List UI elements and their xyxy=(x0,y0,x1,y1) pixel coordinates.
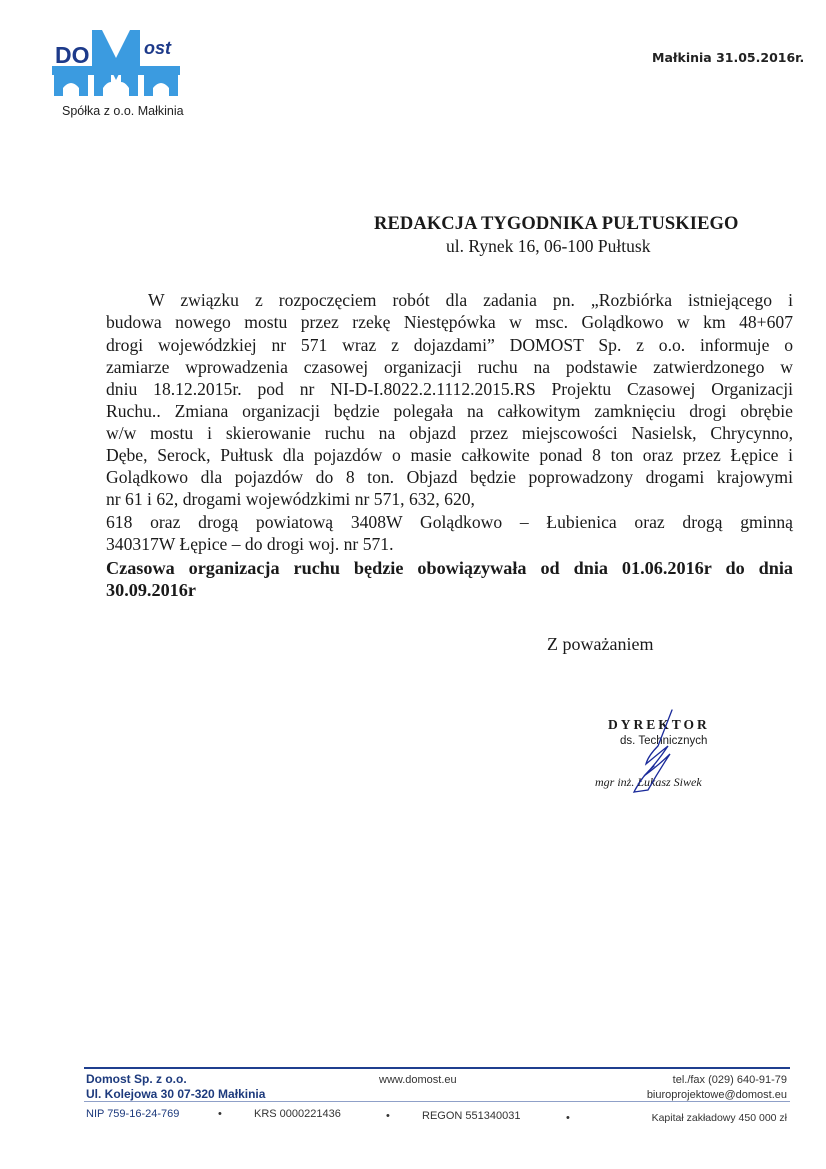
footer-email[interactable]: biuroprojektowe@domost.eu xyxy=(646,1089,787,1101)
body-bold-line: Czasowa organizacja ruchu będzie obowiązywała od dnia 01.06.2016r do dnia xyxy=(106,558,793,578)
logo-text-do: DO xyxy=(55,42,90,68)
signature-title: DYREKTOR xyxy=(608,717,710,732)
footer-regon: REGON 551340031 xyxy=(422,1110,521,1122)
footer-divider-top xyxy=(84,1067,790,1069)
signature-department: ds. Technicznych xyxy=(620,735,708,747)
body-line: zamiarze wprowadzenia czasowej organizacji ruchu na podstawie zatwierdzonego w xyxy=(106,357,793,377)
body-bold-line: 30.09.2016r xyxy=(106,580,196,600)
body-line: Golądkowo dla pojazdów do 8 ton. Objazd będzie poprowadzony drogami krajowymi xyxy=(106,467,793,487)
body-line: drogi wojewódzkiej nr 571 wraz z dojazdami” DOMOST Sp. z o.o. informuje o xyxy=(106,335,793,355)
footer-divider-bottom xyxy=(84,1101,790,1102)
footer-separator: • xyxy=(218,1108,222,1120)
body-line: 618 oraz drogą powiatową 3408W Golądkowo – Łubienica oraz drogą gminną xyxy=(106,512,793,532)
footer-krs: KRS 0000221436 xyxy=(254,1108,341,1120)
logo-bridge-graphic xyxy=(52,26,192,96)
footer-nip: NIP 759-16-24-769 xyxy=(86,1108,180,1120)
company-logo xyxy=(52,26,192,96)
body-line: nr 61 i 62, drogami wojewódzkimi nr 571, 632, 620, xyxy=(106,489,475,509)
logo-text-ost: ost xyxy=(144,38,171,58)
letter-date: Małkinia 31.05.2016r. xyxy=(652,50,805,65)
body-line: w/w mostu i skierowanie ruchu na objazd przez miejscowości Nasielsk, Chrycynno, xyxy=(106,423,793,443)
footer-address: Ul. Kolejowa 30 07-320 Małkinia xyxy=(86,1087,266,1101)
footer-phone: tel./fax (029) 640-91-79 xyxy=(672,1074,787,1086)
body-line: Dębe, Serock, Pułtusk dla pojazdów o masie całkowite ponad 8 ton oraz przez Łępice i xyxy=(106,445,793,465)
body-line: W związku z rozpoczęciem robót dla zadania pn. „Rozbiórka istniejącego i xyxy=(148,290,793,310)
footer-separator: • xyxy=(566,1112,570,1124)
footer-website[interactable]: www.domost.eu xyxy=(379,1074,457,1086)
closing-phrase: Z poważaniem xyxy=(547,634,654,654)
footer-separator: • xyxy=(386,1110,390,1122)
footer-company: Domost Sp. z o.o. xyxy=(86,1072,187,1086)
recipient-address: ul. Rynek 16, 06-100 Pułtusk xyxy=(446,236,651,256)
footer-capital: Kapitał zakładowy 450 000 zł xyxy=(651,1112,787,1124)
body-line: dniu 18.12.2015r. pod nr NI-D-I.8022.2.1112.2015.RS Projektu Czasowej Organizacji xyxy=(106,379,793,399)
body-line: Ruchu.. Zmiana organizacji będzie polegała na całkowitym zamknięciu drogi obrębie xyxy=(106,401,793,421)
logo-caption: Spółka z o.o. Małkinia xyxy=(62,104,184,118)
body-line: 340317W Łępice – do drogi woj. nr 571. xyxy=(106,534,394,554)
recipient-name: REDAKCJA TYGODNIKA PUŁTUSKIEGO xyxy=(374,214,739,234)
handwritten-signature xyxy=(618,706,688,796)
signature-name: mgr inż. Łukasz Siwek xyxy=(595,775,702,789)
body-line: budowa nowego mostu przez rzekę Niestępówka w msc. Golądkowo w km 48+607 xyxy=(106,312,793,332)
